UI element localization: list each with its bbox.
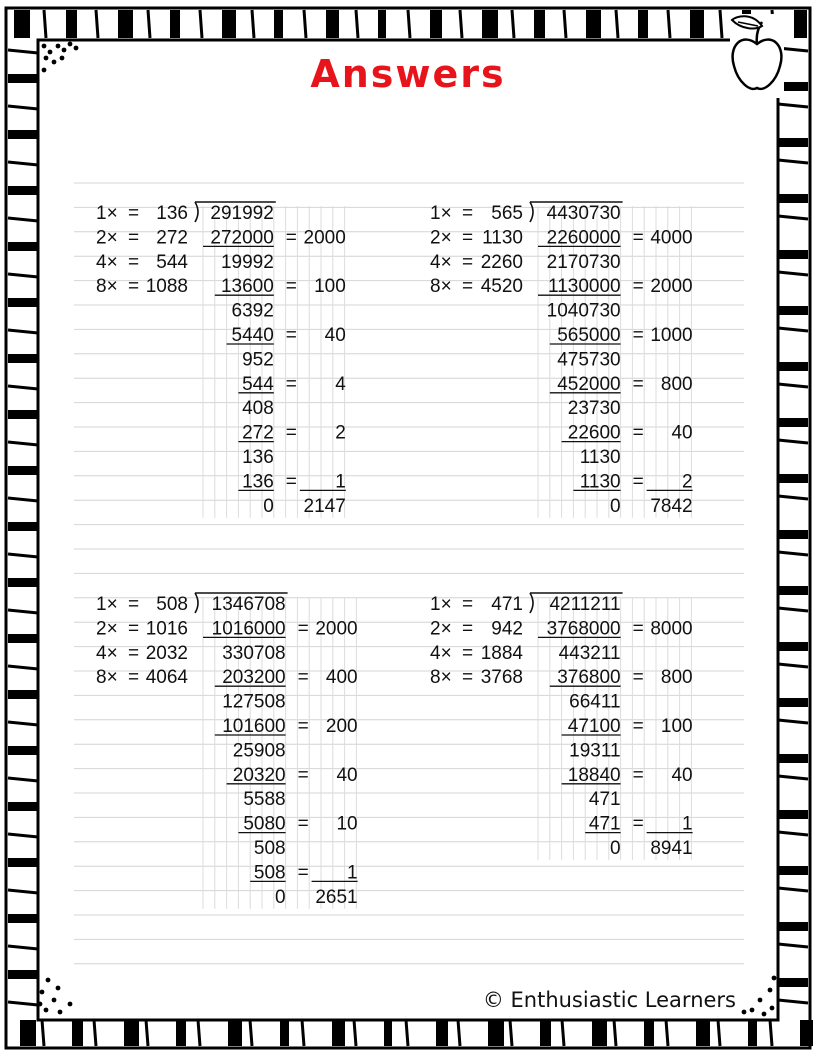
subtrahend: 272000	[210, 227, 274, 249]
equals-sign: =	[462, 667, 474, 689]
running-remainder: 408	[242, 398, 274, 420]
running-remainder: 1130	[579, 447, 621, 468]
equals-sign: =	[285, 422, 297, 444]
final-remainder: 0	[263, 495, 274, 517]
equals-sign: =	[632, 667, 644, 689]
partial-quotient: 40	[671, 764, 693, 786]
multiple-label: 2×	[430, 227, 452, 249]
partial-quotient: 40	[324, 325, 346, 346]
partial-quotient: 2	[335, 422, 346, 444]
final-remainder: 0	[610, 495, 621, 517]
subtrahend: 1016000	[211, 618, 286, 640]
equals-sign: =	[297, 667, 309, 689]
equals-sign: =	[297, 813, 309, 835]
equals-sign: =	[128, 276, 140, 298]
running-remainder: 127508	[222, 691, 286, 713]
multiple-label: 8×	[96, 667, 118, 689]
multiple-value: 4520	[480, 276, 523, 298]
equals-sign: =	[297, 862, 309, 884]
subtrahend: 13600	[220, 276, 274, 298]
running-remainder: 952	[242, 349, 274, 371]
multiple-label: 1×	[96, 203, 118, 224]
running-remainder: 25908	[232, 740, 286, 762]
multiple-label: 2×	[96, 227, 118, 249]
partial-quotient: 2000	[650, 276, 693, 298]
equals-sign: =	[297, 764, 309, 786]
multiple-value: 272	[156, 227, 188, 249]
multiple-label: 2×	[96, 618, 118, 640]
subtrahend: 5440	[231, 325, 274, 346]
multiple-value: 2032	[145, 642, 188, 664]
final-remainder: 0	[610, 838, 621, 859]
running-remainder: 508	[253, 838, 286, 859]
partial-quotient: 8000	[650, 618, 693, 640]
running-remainder: 23730	[567, 398, 621, 420]
equals-sign: =	[462, 203, 474, 224]
multiple-value: 942	[491, 618, 523, 640]
partial-quotient: 10	[336, 813, 358, 835]
multiple-value: 136	[156, 203, 188, 224]
equals-sign: =	[462, 594, 474, 615]
division-bracket	[530, 593, 533, 613]
page-title: Answers	[310, 52, 506, 96]
subtrahend: 47100	[567, 716, 621, 737]
equals-sign: =	[128, 667, 140, 689]
multiple-label: 4×	[96, 251, 118, 273]
partial-quotient: 100	[314, 276, 346, 298]
subtrahend: 18840	[567, 764, 621, 786]
partial-quotient: 1	[335, 471, 346, 493]
subtrahend: 544	[242, 373, 274, 395]
equals-sign: =	[632, 227, 644, 249]
equals-sign: =	[462, 251, 474, 273]
running-remainder: 471	[588, 789, 621, 811]
equals-sign: =	[632, 764, 644, 786]
equals-sign: =	[462, 227, 474, 249]
multiple-label: 4×	[430, 642, 452, 664]
multiple-label: 1×	[430, 594, 452, 615]
multiple-value: 3768	[480, 667, 523, 689]
running-remainder: 1040730	[546, 300, 621, 322]
subtrahend: 565000	[557, 325, 621, 346]
equals-sign: =	[632, 373, 644, 395]
subtrahend: 376800	[557, 667, 621, 689]
subtrahend: 3768000	[546, 618, 621, 640]
running-remainder: 2170730	[546, 251, 621, 273]
multiple-value: 1016	[145, 618, 188, 640]
partial-quotient: 1	[347, 862, 358, 884]
multiple-label: 8×	[430, 276, 452, 298]
partial-quotient: 400	[325, 667, 358, 689]
partial-quotient: 200	[325, 716, 358, 737]
running-remainder: 475730	[557, 349, 621, 371]
multiple-label: 1×	[96, 594, 118, 615]
subtrahend: 2260000	[546, 227, 621, 249]
subtrahend: 136	[242, 471, 274, 493]
quotient-total: 8941	[650, 838, 693, 859]
multiple-value: 471	[491, 594, 523, 615]
multiple-label: 4×	[96, 642, 118, 664]
subtrahend: 272	[242, 422, 274, 444]
multiple-value: 2260	[480, 251, 523, 273]
equals-sign: =	[128, 594, 140, 615]
equals-sign: =	[128, 618, 140, 640]
running-remainder: 66411	[569, 691, 621, 713]
equals-sign: =	[462, 276, 474, 298]
equals-sign: =	[285, 373, 297, 395]
multiple-label: 1×	[430, 203, 452, 224]
equals-sign: =	[632, 813, 644, 835]
partial-quotient: 4	[335, 373, 346, 395]
partial-quotient: 40	[336, 764, 358, 786]
subtrahend: 5080	[243, 813, 286, 835]
multiple-value: 4064	[145, 667, 188, 689]
equals-sign: =	[285, 471, 297, 493]
partial-quotient: 800	[660, 667, 693, 689]
dividend: 291992	[210, 203, 274, 224]
subtrahend: 203200	[222, 667, 286, 689]
subtrahend: 20320	[232, 764, 286, 786]
equals-sign: =	[297, 716, 309, 737]
partial-quotient: 100	[660, 716, 693, 737]
subtrahend: 508	[253, 862, 286, 884]
equals-sign: =	[128, 251, 140, 273]
subtrahend: 452000	[557, 373, 621, 395]
dividend: 4211211	[549, 594, 621, 615]
multiple-value: 544	[156, 251, 188, 273]
equals-sign: =	[297, 618, 309, 640]
equals-sign: =	[285, 325, 297, 346]
quotient-total: 2651	[315, 886, 358, 908]
multiple-value: 1884	[480, 642, 523, 664]
partial-quotient: 2	[682, 471, 693, 493]
quotient-total: 2147	[303, 495, 346, 517]
equals-sign: =	[632, 325, 644, 346]
equals-sign: =	[128, 227, 140, 249]
final-remainder: 0	[275, 886, 286, 908]
dividend: 4430730	[546, 203, 621, 224]
running-remainder: 19992	[220, 251, 274, 273]
multiple-value: 1130	[482, 227, 523, 249]
equals-sign: =	[128, 642, 140, 664]
running-remainder: 5588	[243, 789, 286, 811]
running-remainder: 136	[242, 447, 274, 468]
equals-sign: =	[285, 276, 297, 298]
multiple-label: 2×	[430, 618, 452, 640]
running-remainder: 6392	[231, 300, 274, 322]
equals-sign: =	[632, 618, 644, 640]
running-remainder: 443211	[558, 642, 621, 664]
equals-sign: =	[462, 642, 474, 664]
partial-quotient: 4000	[650, 227, 693, 249]
partial-quotient: 800	[660, 373, 693, 395]
subtrahend: 22600	[567, 422, 621, 444]
multiple-label: 8×	[430, 667, 452, 689]
equals-sign: =	[462, 618, 474, 640]
subtrahend: 1130000	[548, 276, 621, 298]
equals-sign: =	[128, 203, 140, 224]
equals-sign: =	[632, 276, 644, 298]
multiple-label: 8×	[96, 276, 118, 298]
multiple-value: 508	[156, 594, 188, 615]
quotient-total: 7842	[650, 495, 693, 517]
subtrahend: 101600	[222, 716, 286, 737]
copyright-credit: © Enthusiastic Learners	[482, 988, 736, 1012]
multiple-value: 1088	[145, 276, 188, 298]
partial-quotient: 1000	[650, 325, 693, 346]
running-remainder: 330708	[222, 642, 286, 664]
equals-sign: =	[632, 422, 644, 444]
multiple-label: 4×	[430, 251, 452, 273]
partial-quotient: 2000	[315, 618, 358, 640]
dividend: 1346708	[211, 594, 286, 615]
multiple-value: 565	[491, 203, 523, 224]
equals-sign: =	[632, 471, 644, 493]
partial-quotient: 40	[671, 422, 693, 444]
equals-sign: =	[285, 227, 297, 249]
running-remainder: 19311	[569, 740, 621, 762]
subtrahend: 471	[588, 813, 621, 835]
equals-sign: =	[632, 716, 644, 737]
subtrahend: 1130	[579, 471, 621, 493]
partial-quotient: 1	[682, 813, 693, 835]
partial-quotient: 2000	[303, 227, 346, 249]
